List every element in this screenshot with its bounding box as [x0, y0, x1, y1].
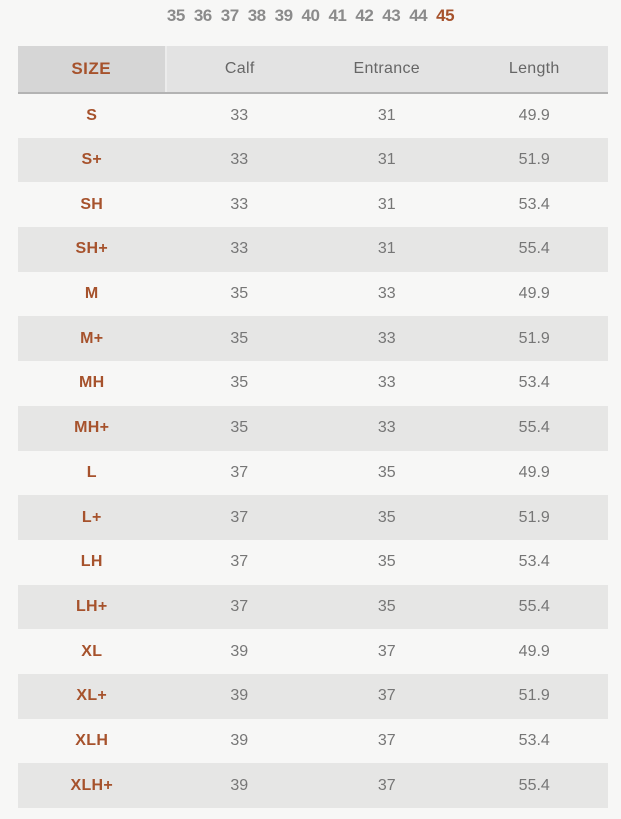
length-cell: 55.4: [461, 763, 609, 808]
size-cell: SH: [18, 182, 166, 227]
calf-cell: 39: [166, 719, 314, 764]
entrance-cell: 37: [313, 629, 461, 674]
table-row: [18, 451, 608, 496]
calf-cell: 37: [166, 585, 314, 630]
entrance-cell: 33: [313, 406, 461, 451]
size-cell: XLH+: [18, 763, 166, 808]
entrance-cell: 31: [313, 93, 461, 138]
calf-cell: 37: [166, 540, 314, 585]
size-option-39[interactable]: 39: [274, 5, 293, 25]
length-cell: 51.9: [461, 138, 609, 183]
calf-cell: 33: [166, 138, 314, 183]
calf-cell: 39: [166, 629, 314, 674]
size-selector-nav: [0, 0, 621, 26]
entrance-cell: 31: [313, 138, 461, 183]
entrance-cell: 31: [313, 227, 461, 272]
calf-cell: 35: [166, 272, 314, 317]
length-cell: 51.9: [461, 316, 609, 361]
length-cell: 49.9: [461, 272, 609, 317]
size-cell: M+: [18, 316, 166, 361]
size-option-38[interactable]: 38: [247, 5, 266, 25]
table-row: [18, 316, 608, 361]
size-cell: XLH: [18, 719, 166, 764]
calf-cell: 39: [166, 674, 314, 719]
header-entrance: Entrance: [313, 46, 461, 93]
table-row: [18, 540, 608, 585]
table-row: [18, 93, 608, 138]
length-cell: 51.9: [461, 674, 609, 719]
table-row: [18, 674, 608, 719]
table-row: [18, 719, 608, 764]
size-option-35[interactable]: 35: [166, 5, 185, 25]
length-cell: 49.9: [461, 93, 609, 138]
entrance-cell: 35: [313, 585, 461, 630]
header-calf: Calf: [166, 46, 314, 93]
entrance-cell: 31: [313, 182, 461, 227]
calf-cell: 35: [166, 316, 314, 361]
size-cell: LH+: [18, 585, 166, 630]
table-row: [18, 361, 608, 406]
length-cell: 53.4: [461, 182, 609, 227]
length-cell: 51.9: [461, 495, 609, 540]
table-header: [18, 46, 608, 93]
entrance-cell: 33: [313, 316, 461, 361]
size-cell: M: [18, 272, 166, 317]
entrance-cell: 33: [313, 361, 461, 406]
table-row: [18, 406, 608, 451]
table-row: [18, 585, 608, 630]
table-row: [18, 272, 608, 317]
length-cell: 49.9: [461, 629, 609, 674]
length-cell: 53.4: [461, 719, 609, 764]
calf-cell: 37: [166, 495, 314, 540]
header-length: Length: [461, 46, 609, 93]
table-row: [18, 629, 608, 674]
table-row: [18, 138, 608, 183]
entrance-cell: 37: [313, 719, 461, 764]
size-cell: MH: [18, 361, 166, 406]
entrance-cell: 35: [313, 495, 461, 540]
calf-cell: 33: [166, 227, 314, 272]
size-option-43[interactable]: 43: [382, 5, 401, 25]
table-row: [18, 763, 608, 808]
header-size: SIZE: [18, 46, 166, 93]
size-option-36[interactable]: 36: [193, 5, 212, 25]
size-cell: XL: [18, 629, 166, 674]
size-option-41[interactable]: 41: [328, 5, 347, 25]
length-cell: 55.4: [461, 406, 609, 451]
size-option-42[interactable]: 42: [355, 5, 374, 25]
size-cell: XL+: [18, 674, 166, 719]
size-cell: MH+: [18, 406, 166, 451]
calf-cell: 33: [166, 182, 314, 227]
table-body: [18, 93, 608, 808]
size-cell: S+: [18, 138, 166, 183]
table-row: [18, 495, 608, 540]
table-row: [18, 182, 608, 227]
size-option-45-selected[interactable]: 45: [436, 5, 455, 25]
entrance-cell: 35: [313, 540, 461, 585]
length-cell: 53.4: [461, 361, 609, 406]
size-cell: S: [18, 93, 166, 138]
size-cell: L: [18, 451, 166, 496]
size-cell: SH+: [18, 227, 166, 272]
size-cell: LH: [18, 540, 166, 585]
calf-cell: 35: [166, 406, 314, 451]
header-row: [18, 46, 608, 93]
size-option-40[interactable]: 40: [301, 5, 320, 25]
length-cell: 53.4: [461, 540, 609, 585]
calf-cell: 33: [166, 93, 314, 138]
length-cell: 55.4: [461, 227, 609, 272]
size-chart-table: [18, 46, 608, 808]
entrance-cell: 33: [313, 272, 461, 317]
table-row: [18, 227, 608, 272]
length-cell: 49.9: [461, 451, 609, 496]
calf-cell: 39: [166, 763, 314, 808]
calf-cell: 37: [166, 451, 314, 496]
calf-cell: 35: [166, 361, 314, 406]
size-option-44[interactable]: 44: [409, 5, 428, 25]
entrance-cell: 37: [313, 674, 461, 719]
size-option-37[interactable]: 37: [220, 5, 239, 25]
length-cell: 55.4: [461, 585, 609, 630]
entrance-cell: 35: [313, 451, 461, 496]
entrance-cell: 37: [313, 763, 461, 808]
size-cell: L+: [18, 495, 166, 540]
